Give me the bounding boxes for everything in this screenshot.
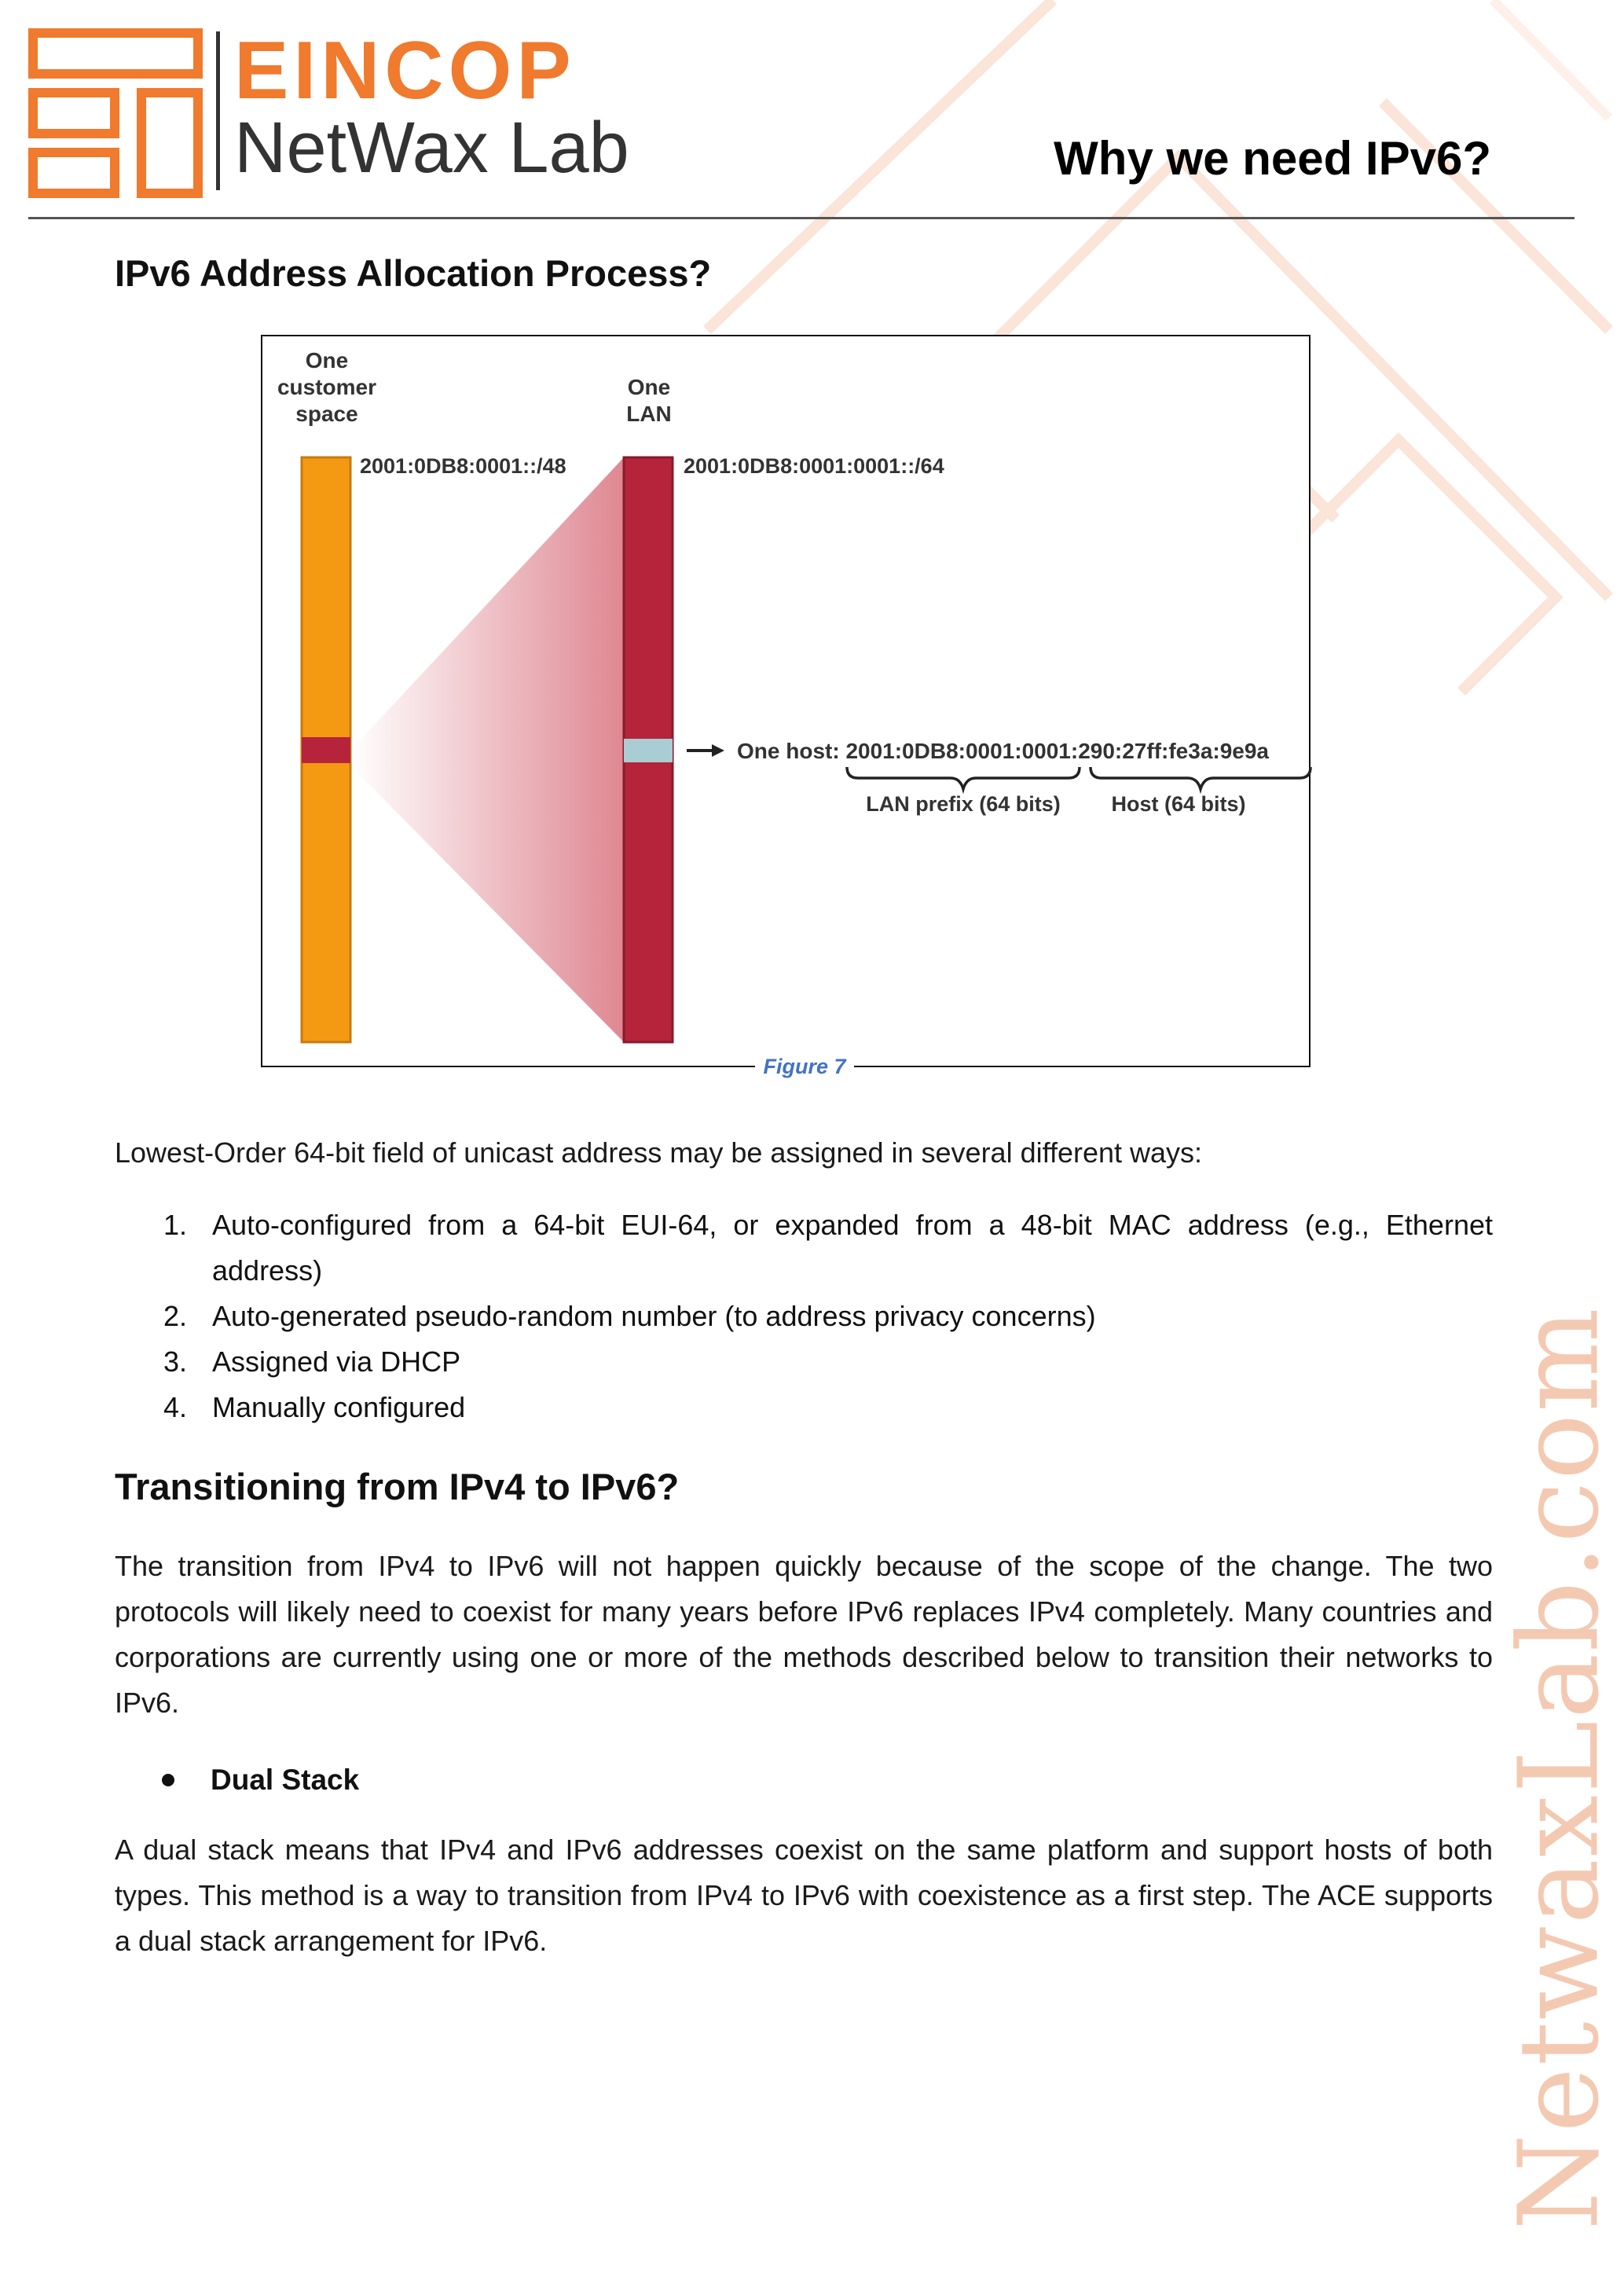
brand-subtitle: NetWax Lab bbox=[234, 108, 629, 188]
brand-name: EINCOP bbox=[234, 25, 576, 116]
figure-7 bbox=[261, 335, 1311, 1067]
dual-stack-paragraph: A dual stack means that IPv4 and IPv6 addresses coexist on the same platform and support hosts of both types. This method is a way to transition from IPv4 to IPv6 with coexistence as a first step. The ACE supports a dual stack arrangement for IPv6. bbox=[115, 1834, 1493, 1957]
allocation-diagram bbox=[262, 336, 1309, 1066]
customer-lan-slot bbox=[302, 737, 350, 763]
section-heading-transition: Transitioning from IPv4 to IPv6? bbox=[115, 1466, 680, 1507]
prefix-48-label: 2001:0DB8:0001::/48 bbox=[360, 454, 566, 478]
host-brace bbox=[1091, 767, 1311, 789]
customer-label-line2: customer bbox=[277, 375, 377, 399]
expansion-fan bbox=[350, 457, 624, 1042]
logo-divider bbox=[216, 31, 220, 190]
customer-label-line3: space bbox=[295, 402, 358, 426]
transition-paragraph: The transition from IPv4 to IPv6 will not happen quickly because of the scope of the change. The two protocols will likely need to coexist for many years before IPv6 replaces IPv4 completely. Many countries and corporations are currently using one or more of the methods described below to transition their networks to IPv6. bbox=[115, 1550, 1493, 1719]
list-item: 1. Auto-configured from a 64-bit EUI-64, or expanded from a 48-bit MAC address (e.g., Ethernet address) bbox=[163, 1209, 1493, 1287]
section-heading-allocation: IPv6 Address Allocation Process? bbox=[115, 252, 712, 294]
lan-prefix-brace bbox=[847, 767, 1080, 789]
lan-prefix-label: LAN prefix (64 bits) bbox=[866, 792, 1061, 816]
lan-host-slot bbox=[624, 739, 673, 762]
list-item: 2. Auto-generated pseudo-random number (to address privacy concerns) bbox=[163, 1300, 1096, 1332]
list-item: 4. Manually configured bbox=[163, 1391, 466, 1423]
header-divider bbox=[28, 217, 1575, 219]
bullet-label: Dual Stack bbox=[211, 1764, 360, 1796]
allocation-methods-list bbox=[157, 1202, 1493, 1430]
customer-label-line1: One bbox=[305, 348, 349, 373]
host-arrow-head bbox=[712, 744, 724, 757]
prefix-64-label: 2001:0DB8:0001:0001::/64 bbox=[684, 454, 944, 478]
bullet-dot bbox=[162, 1774, 174, 1786]
figure-caption: Figure 7 bbox=[0, 1055, 1609, 1079]
host-address-label: One host: 2001:0DB8:0001:0001:290:27ff:fe3a:9e9a bbox=[737, 739, 1270, 763]
page-title: Why we need IPv6? bbox=[1054, 132, 1491, 185]
watermark: NetwaxLab.com bbox=[1495, 1306, 1624, 2230]
logo-mark bbox=[28, 28, 209, 197]
lan-label-line1: One bbox=[627, 375, 671, 399]
list-item: 3. Assigned via DHCP bbox=[163, 1345, 461, 1378]
lan-label-line2: LAN bbox=[626, 402, 672, 426]
host-bits-label: Host (64 bits) bbox=[1111, 792, 1246, 816]
intro-text: Lowest-Order 64-bit field of unicast address may be assigned in several different ways: bbox=[115, 1136, 1203, 1169]
